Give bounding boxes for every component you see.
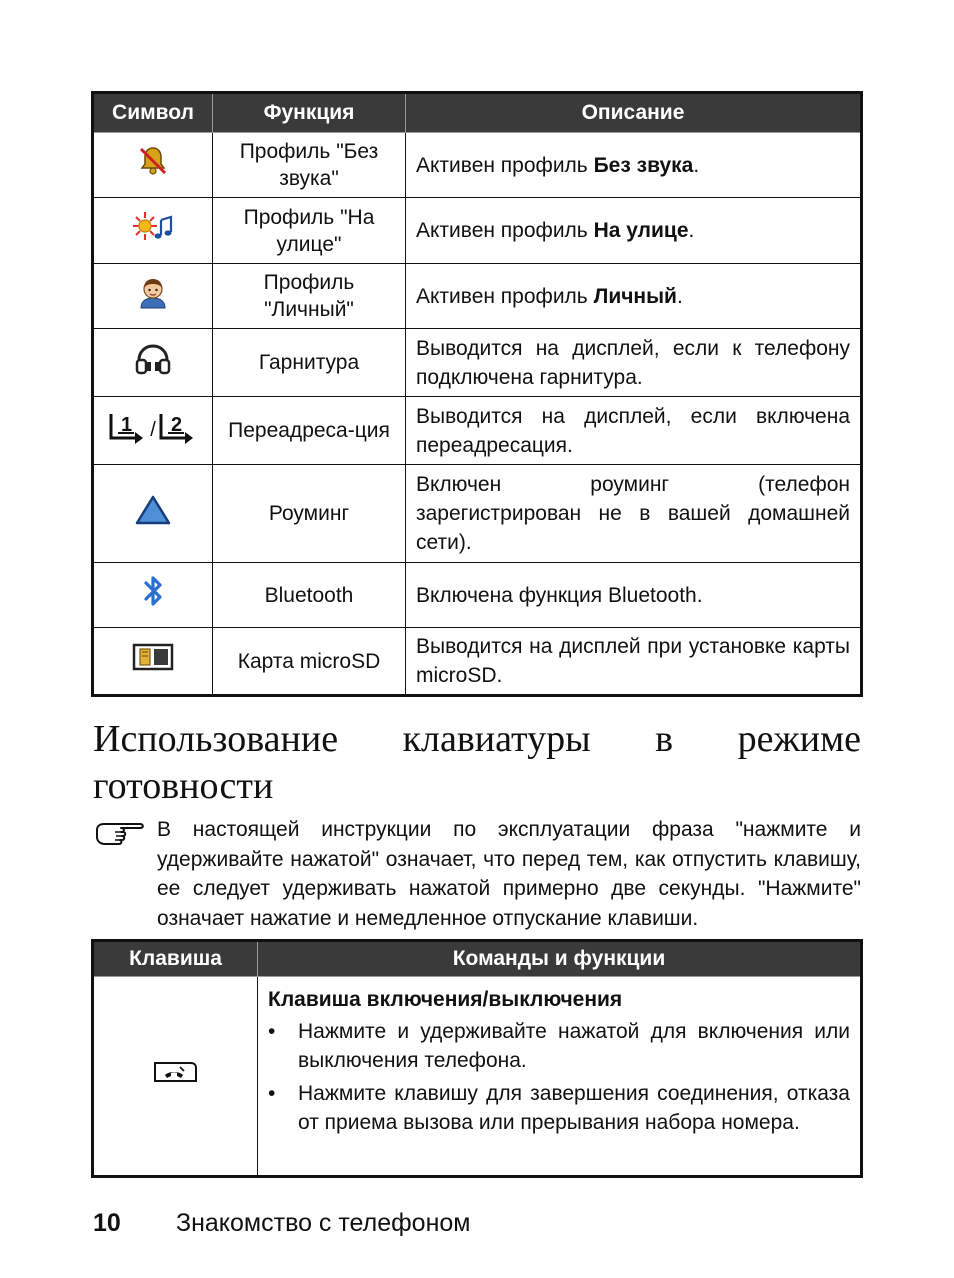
silent-bell-icon xyxy=(136,144,170,186)
description-text: Активен профиль xyxy=(416,284,594,308)
description-cell xyxy=(406,264,862,329)
function-cell: Профиль "На улице" xyxy=(213,198,406,264)
end-call-key-icon xyxy=(151,1057,201,1096)
key-title: Клавиша включения/выключения xyxy=(268,988,623,1011)
headset-icon xyxy=(134,342,172,384)
symbol-cell xyxy=(93,628,213,696)
svg-text:1: 1 xyxy=(121,413,133,436)
description-cell xyxy=(406,133,862,198)
table-row xyxy=(93,628,862,696)
table-row xyxy=(93,563,862,628)
description-text: Выводится на дисплей при установке карты microSD. xyxy=(416,635,850,687)
svg-text:2: 2 xyxy=(170,413,182,436)
bluetooth-icon xyxy=(139,573,167,617)
symbols-table-header xyxy=(93,93,862,133)
symbol-cell xyxy=(93,198,213,264)
pointing-hand-icon xyxy=(93,818,149,857)
table-row xyxy=(93,465,862,563)
symbols-table xyxy=(91,91,863,697)
chapter-title: Знакомство с телефоном xyxy=(176,1209,471,1237)
description-text: Активен профиль xyxy=(416,153,594,177)
description-text: Включен роуминг (телефон зарегистрирован не в вашей домашней сети). xyxy=(416,473,850,554)
description-bold: Личный xyxy=(593,284,677,308)
description-cell xyxy=(406,397,862,465)
symbol-cell xyxy=(93,465,213,563)
function-cell: Роуминг xyxy=(213,465,406,563)
table-row xyxy=(93,133,862,198)
description-bold: На улице xyxy=(593,219,689,242)
microsd-card-icon xyxy=(132,641,174,681)
header-description: Описание xyxy=(406,93,862,133)
symbol-cell xyxy=(93,133,213,198)
list-item-text: Нажмите клавишу для завершения соединения, отказа от приема вызова или прерывания набора номера. xyxy=(298,1081,850,1134)
table-row xyxy=(93,264,862,329)
keys-table-header xyxy=(93,941,862,977)
symbol-cell xyxy=(93,264,213,329)
description-cell xyxy=(406,563,862,628)
page-footer xyxy=(93,1209,470,1238)
header-function: Функция xyxy=(213,93,406,133)
header-symbol: Символ xyxy=(93,93,213,133)
function-cell: Bluetooth xyxy=(213,563,406,628)
function-cell: Гарнитура xyxy=(213,329,406,397)
call-forward-line1-icon xyxy=(108,410,148,452)
function-cell: Карта microSD xyxy=(213,628,406,696)
list-item xyxy=(268,1079,850,1138)
symbol-cell xyxy=(93,563,213,628)
keys-table xyxy=(91,939,863,1178)
section-heading: Использование клавиатуры в режиме готовности xyxy=(93,718,861,807)
symbol-cell xyxy=(93,397,213,465)
bullet: • xyxy=(268,1081,276,1105)
header-commands: Команды и функции xyxy=(258,941,862,977)
table-row xyxy=(93,329,862,397)
description-cell xyxy=(406,329,862,397)
description-cell xyxy=(406,465,862,563)
description-text: Активен профиль xyxy=(416,219,594,242)
function-cell: Переадреса-ция xyxy=(213,397,406,465)
personal-face-icon xyxy=(136,275,170,317)
description-bold: Без звука xyxy=(593,153,694,177)
table-row xyxy=(93,977,862,1177)
function-cell: Профиль "Без звука" xyxy=(213,133,406,198)
table-row xyxy=(93,397,862,465)
roaming-triangle-icon xyxy=(134,494,172,534)
bullet: • xyxy=(268,1019,276,1043)
page-number: 10 xyxy=(93,1209,121,1237)
description-text: Выводится на дисплей, если к телефону подключена гарнитура. xyxy=(416,336,850,389)
description-suffix: . xyxy=(688,219,695,242)
description-suffix: . xyxy=(676,284,683,308)
description-text: Выводится на дисплей, если включена переадресация. xyxy=(416,404,850,457)
icon-separator: / xyxy=(150,419,156,441)
description-text: Включена функция Bluetooth. xyxy=(416,583,703,607)
commands-list xyxy=(268,1017,850,1138)
description-suffix: . xyxy=(693,153,700,177)
table-row xyxy=(93,198,862,264)
call-forward-line2-icon xyxy=(158,410,198,452)
list-item-text: Нажмите и удерживайте нажатой для включения или выключения телефона. xyxy=(298,1019,850,1072)
outdoor-sun-note-icon xyxy=(131,210,175,252)
description-cell xyxy=(406,198,862,264)
note-text: В настоящей инструкции по эксплуатации фраза "нажмите и удерживайте нажатой" означает, что перед тем, как отпустить клавишу, ее следует удерживать нажатой примерно две секунды. "Нажмите" означает нажатие и немедленное отпускание клавиши. xyxy=(157,818,861,930)
list-item xyxy=(268,1017,850,1076)
description-cell xyxy=(406,628,862,696)
function-cell: Профиль "Личный" xyxy=(213,264,406,329)
key-cell xyxy=(93,977,258,1177)
commands-cell xyxy=(258,977,862,1177)
symbol-cell xyxy=(93,329,213,397)
header-key: Клавиша xyxy=(93,941,258,977)
